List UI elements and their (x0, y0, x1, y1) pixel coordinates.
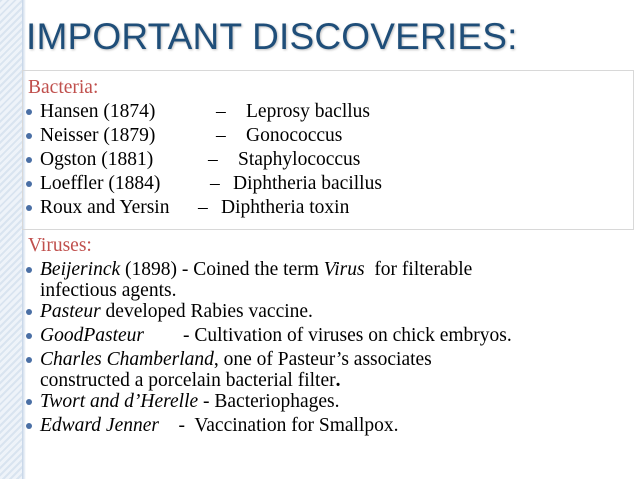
discoverer: Hansen (1874) (40, 101, 156, 122)
dash: – (216, 125, 226, 146)
discoverer: GoodPasteur (40, 325, 144, 346)
discoverer: Edward Jenner (40, 415, 159, 436)
dash: – (210, 173, 220, 194)
item-text: , one of Pasteur’s associates (213, 349, 432, 370)
item-text-continued: infectious agents. (40, 280, 177, 301)
bacteria-heading: Bacteria: (28, 77, 99, 98)
slide-title: IMPORTANT DISCOVERIES: (26, 16, 518, 57)
discoverer: Neisser (1879) (40, 125, 156, 146)
period: . (335, 370, 341, 391)
discovery: Diphtheria bacillus (233, 173, 382, 194)
list-item (24, 390, 634, 414)
list-item (24, 300, 634, 324)
discovery: Diphtheria toxin (221, 197, 350, 218)
discovery: Staphylococcus (238, 149, 361, 170)
dash: – (208, 149, 218, 170)
item-text: - Bacteriophages. (198, 391, 340, 412)
viruses-heading: Viruses: (28, 235, 92, 256)
decorative-side-band (0, 0, 22, 479)
discoverer: Roux and Yersin (40, 197, 170, 218)
list-item (24, 348, 634, 390)
slide-content (24, 76, 634, 438)
list-item (24, 258, 634, 300)
discoverer: Pasteur (40, 301, 101, 322)
item-text: for filterable (364, 259, 473, 280)
discoverer: Loeffler (1884) (40, 173, 161, 194)
discovery: Gonococcus (246, 125, 343, 146)
item-text: - Cultivation of viruses on chick embryos. (144, 325, 512, 346)
viruses-section (24, 234, 634, 438)
list-item (24, 196, 634, 220)
viruses-list (24, 258, 634, 438)
discoverer: Ogston (1881) (40, 149, 154, 170)
discoverer: Charles Chamberland (40, 349, 214, 370)
list-item (24, 100, 634, 124)
item-text: constructed a porcelain bacterial filter (40, 370, 336, 391)
list-item (24, 414, 634, 438)
item-text: - Vaccination for Smallpox. (158, 415, 399, 436)
list-item (24, 148, 634, 172)
discoverer: Twort and d’Herelle (40, 391, 199, 412)
discovery: Leprosy bacllus (246, 101, 371, 122)
item-text: developed Rabies vaccine. (100, 301, 313, 322)
term: Virus (323, 259, 365, 280)
item-text-continued (40, 372, 634, 390)
list-item (24, 324, 634, 348)
list-item (24, 124, 634, 148)
discoverer: Beijerinck (40, 259, 121, 280)
dash: – (198, 197, 208, 218)
bacteria-list (24, 100, 634, 220)
dash: – (216, 101, 226, 122)
list-item (24, 172, 634, 196)
item-text: (1898) - Coined the term (120, 259, 324, 280)
